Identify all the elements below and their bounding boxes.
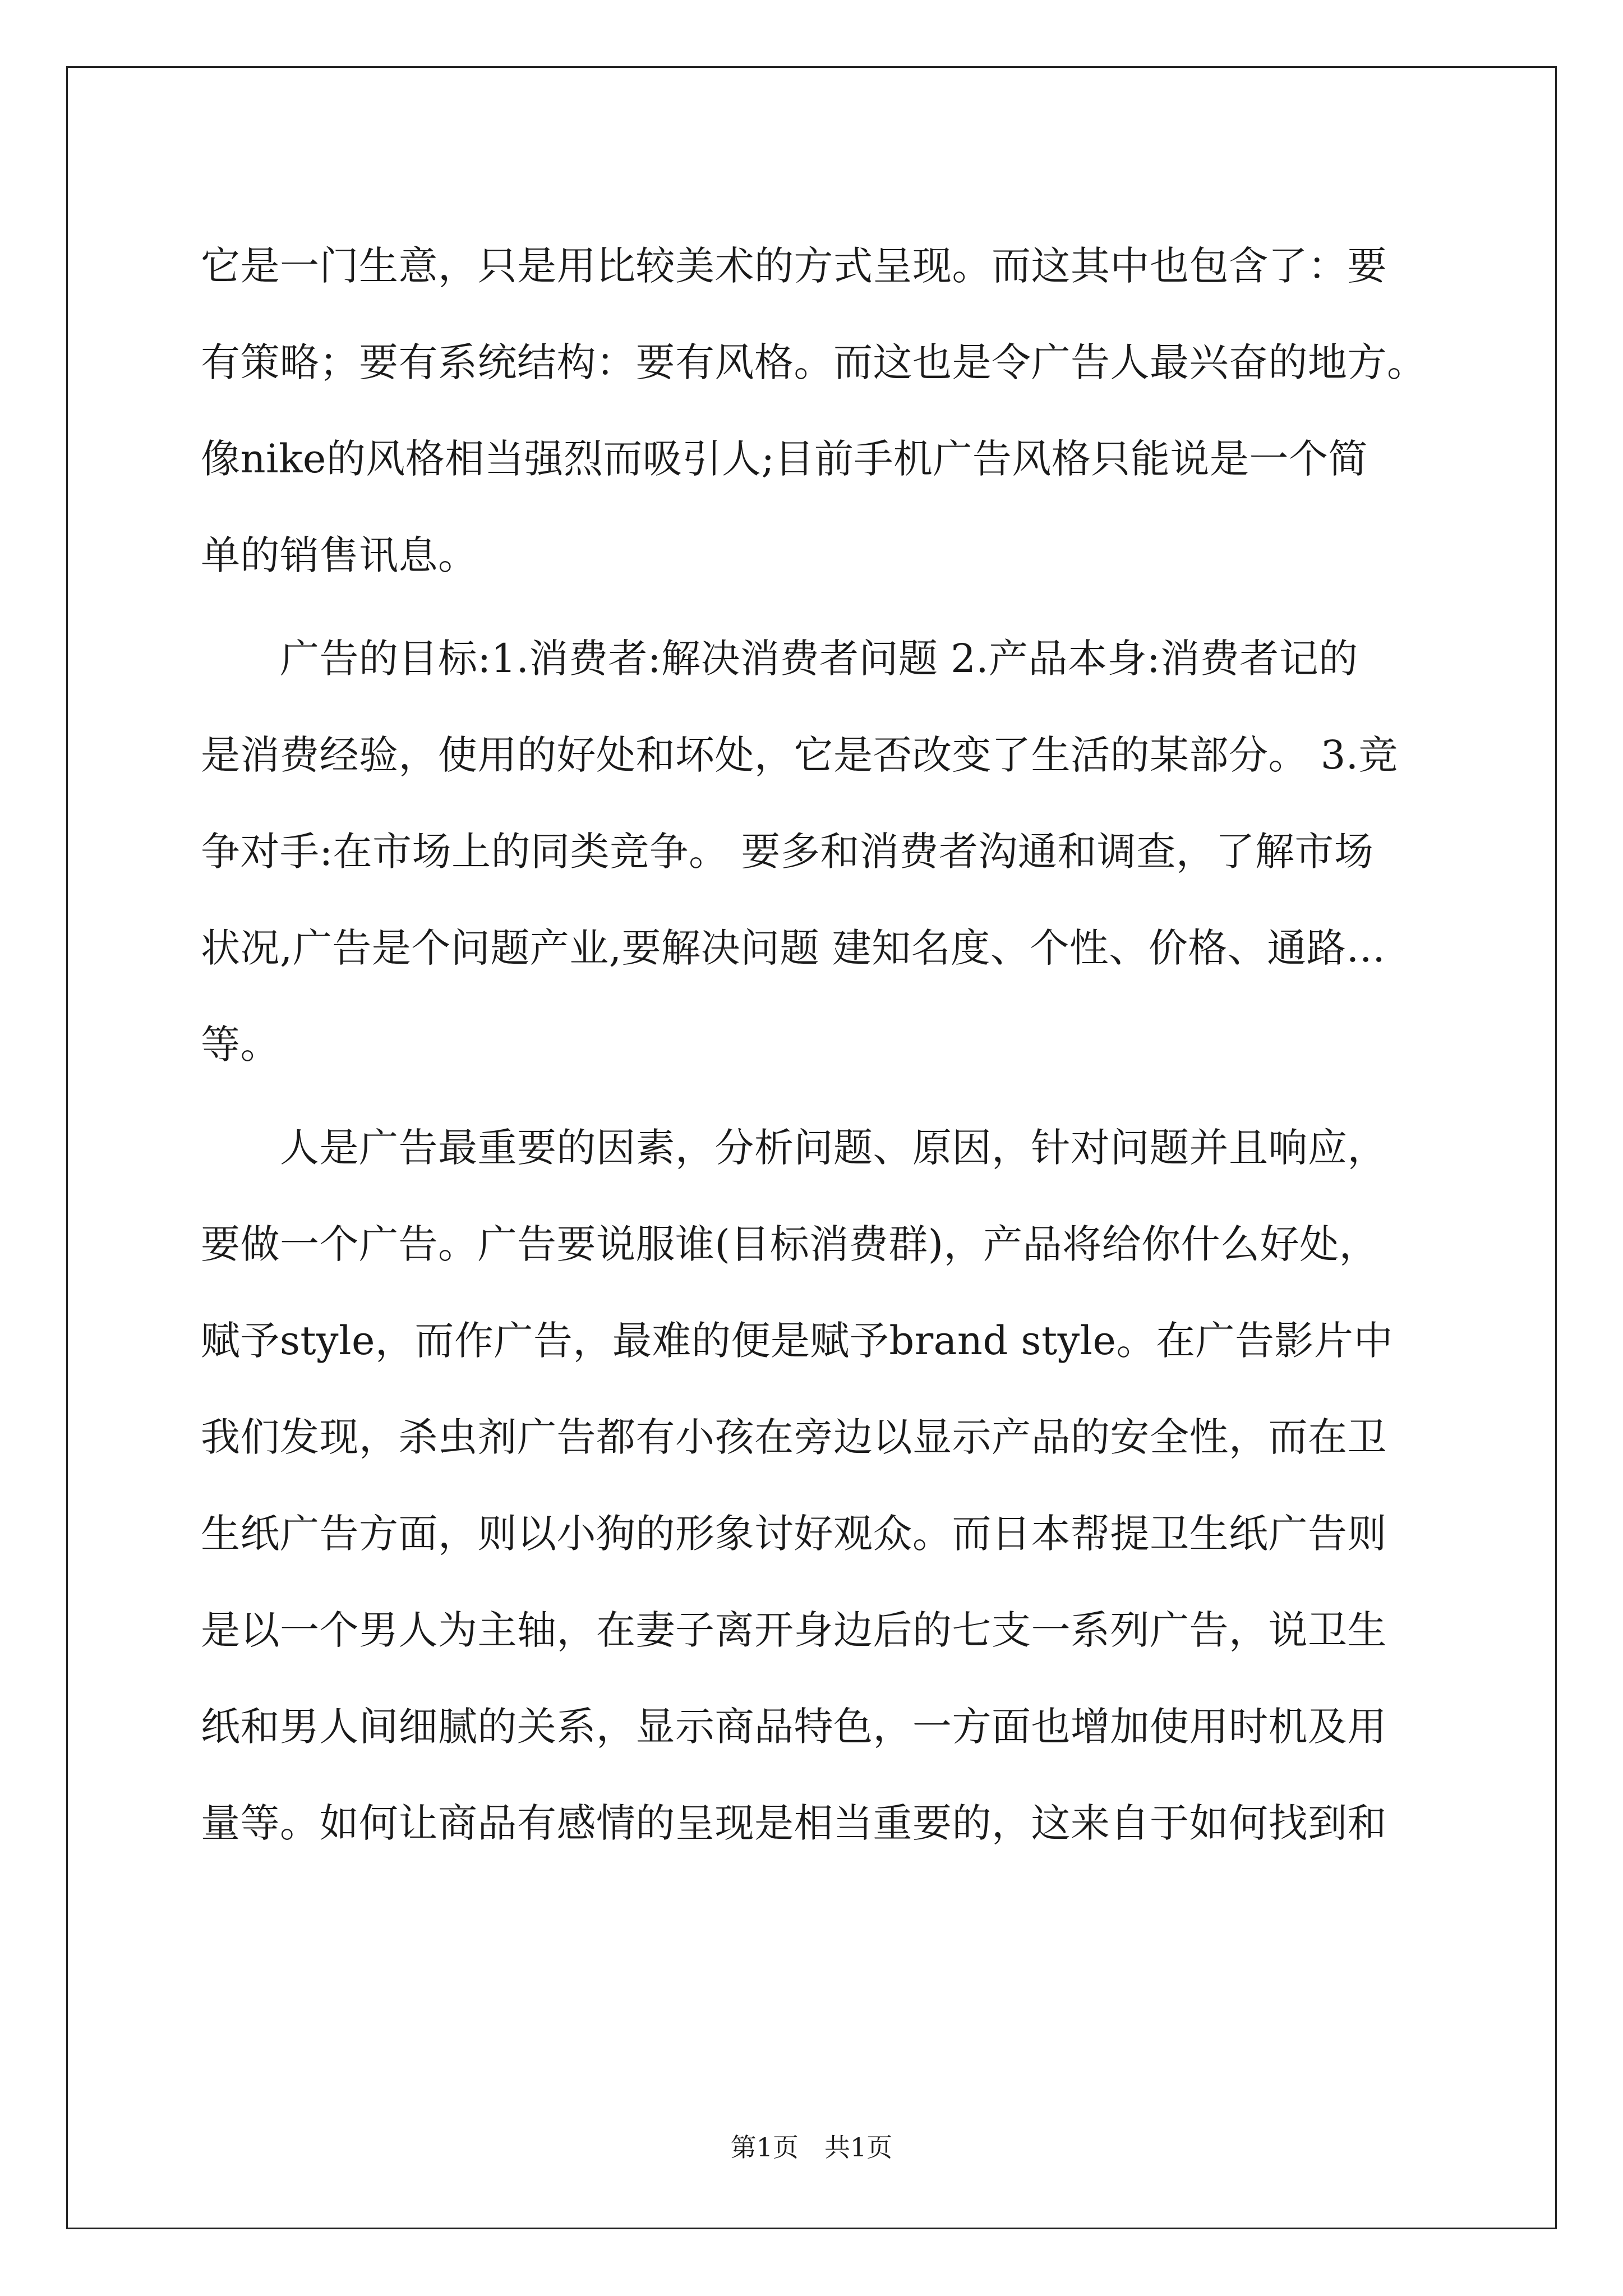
text-line: 广告的目标:1.消费者:解决消费者问题 2.产品本身:消费者记的 [201,636,1358,682]
paragraph-gap [201,604,1429,610]
text-line: 生纸广告方面，则以小狗的形象讨好观众。而日本帮提卫生纸广告则 [201,1511,1387,1557]
text-line: 是消费经验，使用的好处和坏处，它是否改变了生活的某部分。 3.竞 [201,732,1399,778]
text-line: 人是广告最重要的因素，分析问题、原因，针对问题并且响应， [201,1125,1387,1171]
text-line: 争对手:在市场上的同类竞争。 要多和消费者沟通和调查，了解市场 [201,829,1374,875]
text-line: 是以一个男人为主轴，在妻子离开身边后的七支一系列广告，说卫生 [201,1607,1387,1653]
text-line: 要做一个广告。广告要说服谁(目标消费群)，产品将给你什么好处， [201,1221,1379,1267]
text-line: 我们发现，杀虫剂广告都有小孩在旁边以显示产品的安全性，而在卫 [201,1414,1387,1460]
page-number-footer: 第1页 共1页 [730,2132,893,2162]
text-line: 赋予style，而作广告，最难的便是赋予brand style。在广告影片中 [201,1318,1393,1364]
text-line: 状况,广告是个问题产业,要解决问题 建知名度、个性、价格、通路… [201,925,1386,971]
text-line: 单的销售讯息。 [201,532,478,578]
text-line: 有策略；要有系统结构：要有风格。而这也是令广告人最兴奋的地方。 [201,339,1427,385]
text-line: 等。 [201,1022,280,1068]
text-line: 像nike的风格相当强烈而吸引人;目前手机广告风格只能说是一个简 [201,436,1368,482]
text-line: 量等。如何让商品有感情的呈现是相当重要的，这来自于如何找到和 [201,1800,1387,1846]
text-line: 它是一门生意，只是用比较美术的方式呈现。而这其中也包含了：要 [201,243,1387,289]
text-line: 纸和男人间细腻的关系，显示商品特色，一方面也增加使用时机及用 [201,1704,1387,1750]
paragraph-gap [201,1093,1429,1099]
document-body [201,218,1429,1871]
